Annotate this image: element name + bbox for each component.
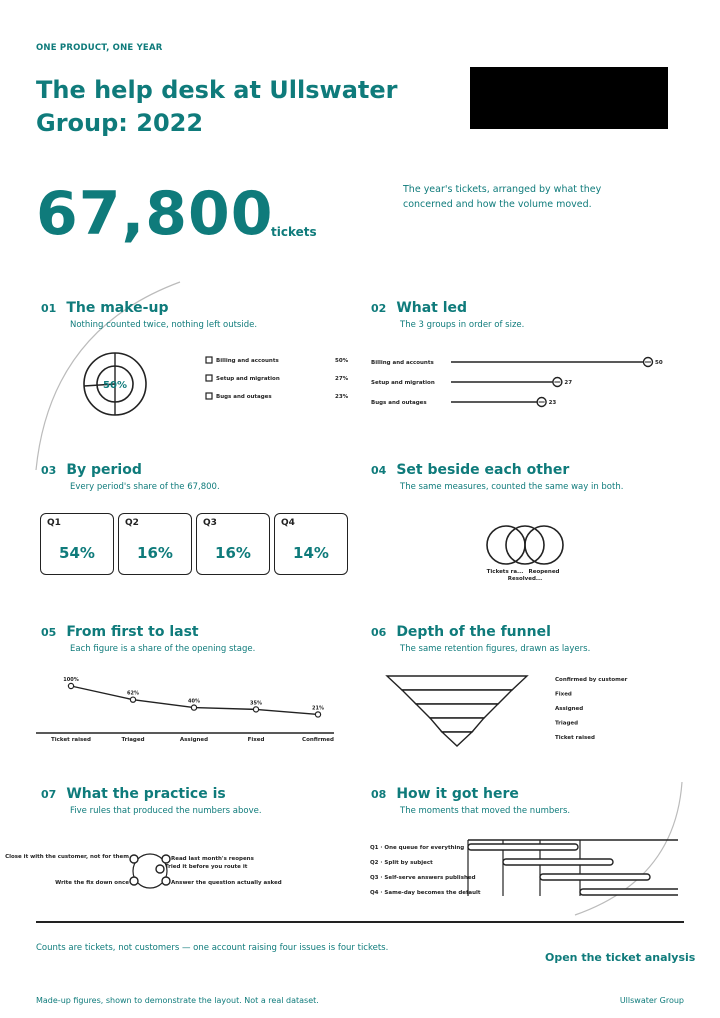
section-subtitle: The moments that moved the numbers.: [400, 806, 571, 816]
legend-swatch: [206, 357, 212, 363]
footer-note: Counts are tickets, not customers — one account raising four issues is four tickets.: [36, 943, 389, 953]
funnel-label: Fixed: [555, 691, 572, 698]
bar-value: 23: [548, 400, 557, 406]
funnel-layer: [387, 676, 527, 690]
venn-label: Tickets ra...: [486, 569, 524, 575]
section-04: [371, 462, 623, 492]
footer-divider: [36, 921, 684, 923]
makeup-chart: [80, 350, 360, 426]
section-subtitle: Nothing counted twice, nothing left outside.: [70, 320, 258, 330]
section-number: 06: [371, 626, 387, 639]
section-03: [41, 462, 220, 492]
section-title: Depth of the funnel: [396, 624, 551, 640]
rule-label: Write the fix down once: [55, 880, 129, 886]
section-number: 03: [41, 464, 57, 477]
section-title: What led: [396, 300, 468, 316]
period-value: 54%: [59, 544, 95, 562]
x-tick-label: Assigned: [179, 737, 209, 743]
section-subtitle: The 3 groups in order of size.: [400, 320, 525, 330]
period-label: Q4: [281, 518, 295, 528]
section-subtitle: Each figure is a share of the opening stage.: [70, 644, 256, 654]
timeline-chart: [368, 836, 678, 900]
intro-text: The year's tickets, arranged by what they concerned and how the volume moved.: [403, 184, 602, 210]
period-label: Q3: [203, 518, 217, 528]
legend-swatch: [206, 393, 212, 399]
section-subtitle: The same measures, counted the same way in both.: [400, 482, 624, 492]
section-07: [41, 786, 262, 816]
data-label: 100%: [63, 677, 79, 683]
x-tick-label: Fixed: [247, 737, 265, 743]
timeline-bar: [503, 859, 613, 865]
bar-value: 27: [564, 380, 573, 386]
timeline-bar: [580, 889, 678, 895]
brand-name: Ullswater Group: [619, 996, 684, 1005]
section-title: Set beside each other: [396, 462, 570, 478]
timeline-label: Q2 · Split by subject: [370, 860, 433, 866]
headline-value: 67,800: [36, 179, 274, 249]
period-label: Q1: [47, 518, 61, 528]
section-title: From first to last: [66, 624, 199, 640]
bar-label: Billing and accounts: [371, 360, 434, 366]
legend-label: Setup and migration: [216, 376, 280, 382]
data-label: 40%: [188, 698, 200, 705]
period-value: 16%: [137, 544, 173, 562]
funnel-label: Ticket raised: [555, 735, 595, 741]
timeline-label: Q3 · Self-serve answers published: [370, 875, 476, 881]
funnel-layer: [430, 718, 484, 732]
period-value: 16%: [215, 544, 251, 562]
section-08: [371, 786, 570, 816]
timeline-label: Q1 · One queue for everything: [370, 845, 465, 851]
bar-label: Bugs and outages: [371, 400, 427, 406]
section-title: By period: [66, 462, 142, 478]
period-card-q1: [40, 513, 114, 575]
legend-label: Billing and accounts: [216, 358, 279, 364]
funnel-layer: [402, 690, 512, 704]
rule-node: [156, 865, 164, 873]
section-number: 04: [371, 464, 387, 477]
section-title: What the practice is: [66, 786, 226, 802]
venn-diagram: [470, 518, 590, 586]
rule-node: [162, 855, 170, 863]
rule-node: [162, 877, 170, 885]
timeline-label: Q4 · Same-day becomes the default: [370, 890, 481, 896]
funnel-label: Confirmed by customer: [555, 677, 628, 683]
funnel-label: Assigned: [555, 706, 584, 712]
section-number: 07: [41, 788, 57, 801]
pie-center-label: 50%: [103, 380, 127, 391]
legend-value: 23%: [335, 394, 349, 400]
data-point: [315, 712, 320, 717]
page-title: The help desk at Ullswater Group: 2022: [36, 76, 398, 137]
rule-label: Read last month's reopens: [171, 856, 254, 862]
data-point: [68, 683, 73, 688]
data-label: 21%: [312, 705, 324, 712]
funnel-label: Triaged: [555, 720, 579, 727]
rule-label: Close it with the customer, not for them: [5, 854, 129, 860]
section-subtitle: The same retention figures, drawn as layers.: [400, 644, 591, 654]
data-label: 35%: [250, 700, 262, 707]
section-number: 08: [371, 788, 387, 801]
legend-value: 50%: [335, 358, 349, 364]
section-02: [371, 300, 524, 330]
period-card-q4: [274, 513, 348, 575]
data-point: [130, 697, 135, 702]
section-06: [371, 624, 590, 654]
legend-value: 27%: [335, 376, 349, 382]
section-title: The make-up: [66, 300, 169, 316]
period-card-q2: [118, 513, 192, 575]
rule-node: [130, 855, 138, 863]
section-number: 01: [41, 302, 57, 315]
section-number: 02: [371, 302, 387, 315]
period-label: Q2: [125, 518, 139, 528]
bar-label: Setup and migration: [371, 380, 435, 386]
rule-label: Tried it before you route it: [165, 864, 248, 870]
legend-label: Bugs and outages: [216, 394, 272, 400]
funnel-layer: [442, 732, 472, 746]
lead-chart: [368, 350, 678, 410]
legend-swatch: [206, 375, 212, 381]
open-analysis-link[interactable]: Open the ticket analysis: [545, 951, 696, 964]
section-number: 05: [41, 626, 57, 639]
headline-unit: tickets: [271, 225, 317, 239]
funnel-layer: [416, 704, 498, 718]
x-tick-label: Confirmed: [302, 737, 334, 743]
venn-label: Resolved...: [507, 576, 543, 582]
bar-value: 50: [655, 360, 663, 366]
data-label: 62%: [127, 690, 139, 697]
section-05: [41, 624, 255, 654]
eyebrow: ONE PRODUCT, ONE YEAR: [36, 43, 163, 53]
x-tick-label: Triaged: [121, 737, 145, 743]
period-card-q3: [196, 513, 270, 575]
section-subtitle: Every period's share of the 67,800.: [70, 482, 220, 492]
funnel-chart: [380, 670, 680, 752]
section-title: How it got here: [396, 786, 519, 802]
rule-label: Answer the question actually asked: [171, 880, 282, 886]
x-tick-label: Ticket raised: [51, 737, 91, 743]
data-point: [191, 705, 196, 710]
timeline-bar: [468, 844, 578, 850]
section-01: [41, 300, 257, 330]
period-value: 14%: [293, 544, 329, 562]
rule-node: [130, 877, 138, 885]
venn-label: Reopened: [528, 569, 560, 575]
timeline-bar: [540, 874, 650, 880]
practice-diagram: [0, 838, 300, 896]
disclaimer: Made-up figures, shown to demonstrate the layout. Not a real dataset.: [36, 996, 319, 1005]
section-subtitle: Five rules that produced the numbers above.: [70, 806, 262, 816]
data-point: [253, 707, 258, 712]
stage-line-chart: [36, 672, 336, 747]
